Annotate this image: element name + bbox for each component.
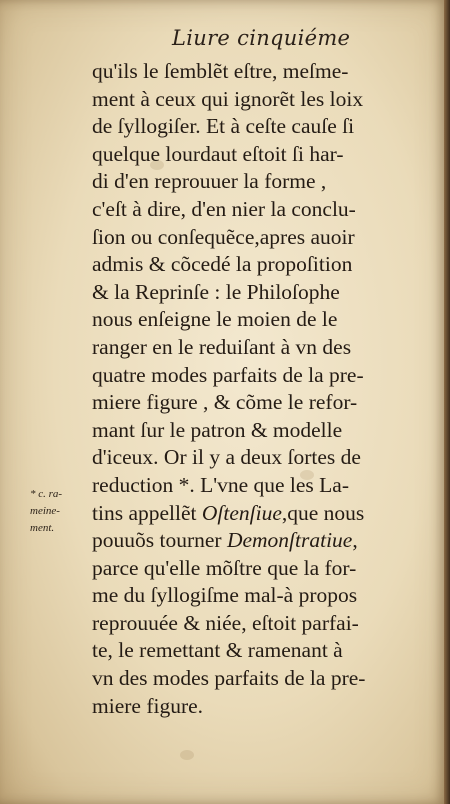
text-line <box>92 196 422 224</box>
italic-term: Demonſtratiue <box>226 528 353 553</box>
page-edge <box>444 0 450 804</box>
text-segment: me du ſyllogiſme mal-à propos <box>92 583 358 608</box>
text-line <box>92 637 422 665</box>
text-line <box>92 389 422 417</box>
text-segment: de ſyllogiſer. Et à ceſte cauſe ſi <box>92 114 355 139</box>
running-head: Liure cinquiéme <box>172 26 351 50</box>
text-line <box>92 279 422 307</box>
text-segment: nous enſeigne le moien de le <box>92 307 338 332</box>
text-line <box>92 527 422 555</box>
text-line <box>92 555 422 583</box>
text-segment: ſion ou conſequẽce,apres auoir <box>92 224 355 249</box>
text-segment: quelque lourdaut eſtoit ſi har- <box>92 141 344 166</box>
text-segment: te, le remettant & ramenant à <box>92 638 343 663</box>
text-line <box>92 610 422 638</box>
text-line <box>92 693 422 721</box>
text-segment: c'eſt à dire, d'en nier la conclu- <box>92 196 356 221</box>
text-line <box>92 472 422 500</box>
italic-term: Oſtenſiue <box>201 500 282 525</box>
text-segment: reprouuée & niée, eſtoit parfai- <box>92 610 359 635</box>
text-line <box>92 251 422 279</box>
text-segment: mant ſur le patron & modelle <box>92 417 343 442</box>
text-segment: parce qu'elle mõſtre que la for- <box>92 555 357 580</box>
text-line <box>92 582 422 610</box>
text-line <box>92 417 422 445</box>
text-segment: admis & cõcedé la propoſition <box>92 252 353 277</box>
marginal-note-line: ment. <box>30 522 55 534</box>
text-line <box>92 168 422 196</box>
text-segment: ranger en le reduiſant à vn des <box>92 334 352 359</box>
text-line <box>92 334 422 362</box>
body-text <box>92 58 422 720</box>
text-segment: quatre modes parfaits de la pre- <box>92 362 364 387</box>
text-line <box>92 500 422 528</box>
text-segment: & la Reprinſe : le Philoſophe <box>92 279 340 304</box>
text-line <box>92 362 422 390</box>
text-segment: di d'en reprouuer la forme , <box>92 169 327 194</box>
text-segment: pouuõs tourner <box>92 528 227 553</box>
text-segment: tins appellẽt <box>92 500 202 525</box>
text-line <box>92 224 422 252</box>
text-segment: reduction *. L'vne que les La- <box>92 472 350 497</box>
paper-stain <box>180 750 194 760</box>
text-segment: vn des modes parfaits de la pre- <box>92 666 366 691</box>
marginal-note-line: meine- <box>30 505 60 517</box>
text-line <box>92 665 422 693</box>
marginal-note-line: * c. ra- <box>30 488 63 500</box>
text-line <box>92 58 422 86</box>
text-line <box>92 444 422 472</box>
text-segment: miere figure , & cõme le refor- <box>92 390 358 415</box>
text-segment: ment à ceux qui ignorẽt les loix <box>92 86 364 111</box>
text-line <box>92 141 422 169</box>
text-line <box>92 306 422 334</box>
text-line <box>92 113 422 141</box>
text-segment: d'iceux. Or il y a deux ſortes de <box>92 445 361 470</box>
text-line <box>92 86 422 114</box>
text-segment: ,que nous <box>281 500 365 525</box>
text-segment: miere figure. <box>92 693 204 718</box>
marginal-note <box>30 486 88 537</box>
text-segment: , <box>352 528 358 553</box>
text-segment: qu'ils le ſemblẽt eſtre, meſme- <box>92 59 349 83</box>
